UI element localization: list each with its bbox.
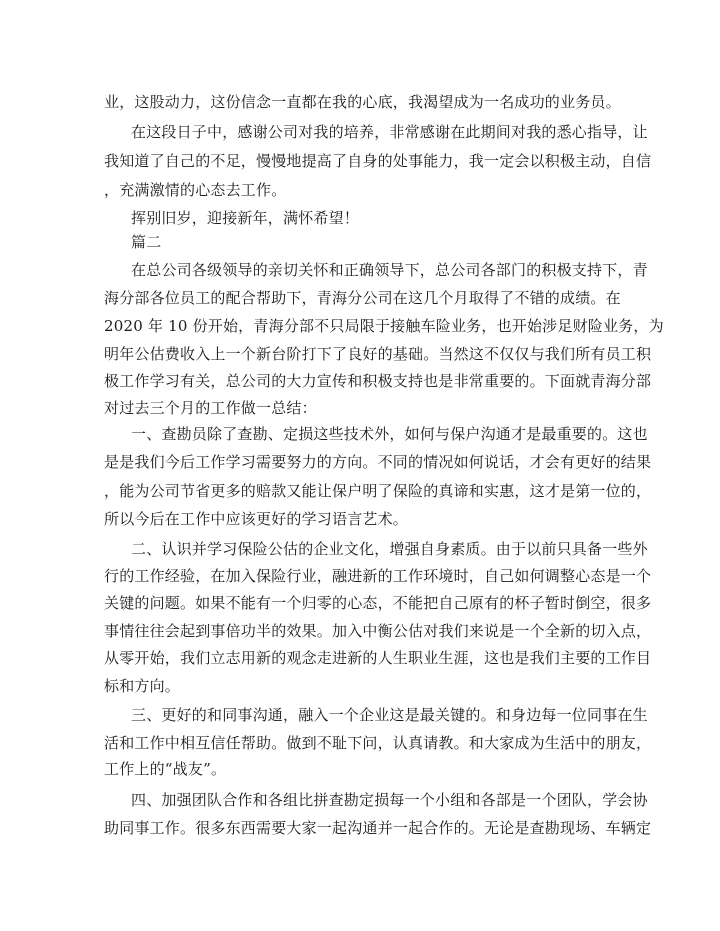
text-line-3: 我知道了自己的不足，慢慢地提高了自身的处事能力，我一定会以积极主动，自信 [104,152,652,170]
text-line-2: 在这段日子中，感谢公司对我的培养，非常感谢在此期间对我的悉心指导，让 [131,123,648,141]
text-line-5: 挥别旧岁，迎接新年，满怀希望！ [131,209,360,227]
text-line-19: 关键的问题。如果不能有一个归零的心态，不能把自己原有的杯子暂时倒空，很多 [104,594,652,612]
text-line-25: 工作上的“战友”。 [104,760,227,778]
text-line-1: 业，这股动力，这份信念一直都在我的心底，我渴望成为一名成功的业务员。 [104,93,621,111]
text-line-26: 四、加强团队合作和各组比拼查勘定损每一个小组和各部是一个团队，学会协 [131,791,648,809]
text-line-4: ，充满激情的心态去工作。 [104,181,287,199]
text-line-18: 行的工作经验，在加入保险行业，融进新的工作环境时，自己如何调整心态是一个 [104,567,652,585]
text-line-22: 标和方向。 [104,677,181,695]
text-line-10: 明年公估费收入上一个新台阶打下了良好的基础。当然这不仅仅与我们所有员工积 [104,345,652,363]
text-line-12: 对过去三个月的工作做一总结： [104,399,317,417]
section-heading: 篇二 [131,233,162,251]
text-line-9: 2020 年 10 份开始，青海分部不只局限于接触车险业务，也开始涉足财险业务，为 [104,317,664,335]
text-line-24: 活和工作中相互信任帮助。做到不耻下问，认真请教。和大家成为生活中的朋友， [104,734,652,752]
text-line-14: 是是我们今后工作学习需要努力的方向。不同的情况如何说话，才会有更好的结果 [104,453,652,471]
text-line-13: 一、查勘员除了查勘、定损这些技术外，如何与保户沟通才是最重要的。这也 [131,425,648,443]
text-line-17: 二、认识并学习保险公估的企业文化，增强自身素质。由于以前只具备一些外 [131,540,648,558]
text-line-21: 从零开始，我们立志用新的观念走进新的人生职业生涯，这也是我们主要的工作目 [104,649,652,667]
text-line-20: 事情往往会起到事倍功半的效果。加入中衡公估对我们来说是一个全新的切入点， [104,622,652,640]
text-line-7: 在总公司各级领导的亲切关怀和正确领导下，总公司各部门的积极支持下，青 [131,261,648,279]
text-line-8: 海分部各位员工的配合帮助下，青海分公司在这几个月取得了不错的成绩。在 [104,289,621,307]
text-line-16: 所以今后在工作中应该更好的学习语言艺术。 [104,510,409,528]
text-line-27: 助同事工作。很多东西需要大家一起沟通并一起合作的。无论是查勘现场、车辆定 [104,819,652,837]
text-line-11: 极工作学习有关，总公司的大力宣传和积极支持也是非常重要的。下面就青海分部 [104,372,652,390]
text-line-23: 三、更好的和同事沟通，融入一个企业这是最关键的。和身边每一位同事在生 [131,706,648,724]
text-line-15: ，能为公司节省更多的赔款又能让保户明了保险的真谛和实惠，这才是第一位的， [104,482,652,500]
